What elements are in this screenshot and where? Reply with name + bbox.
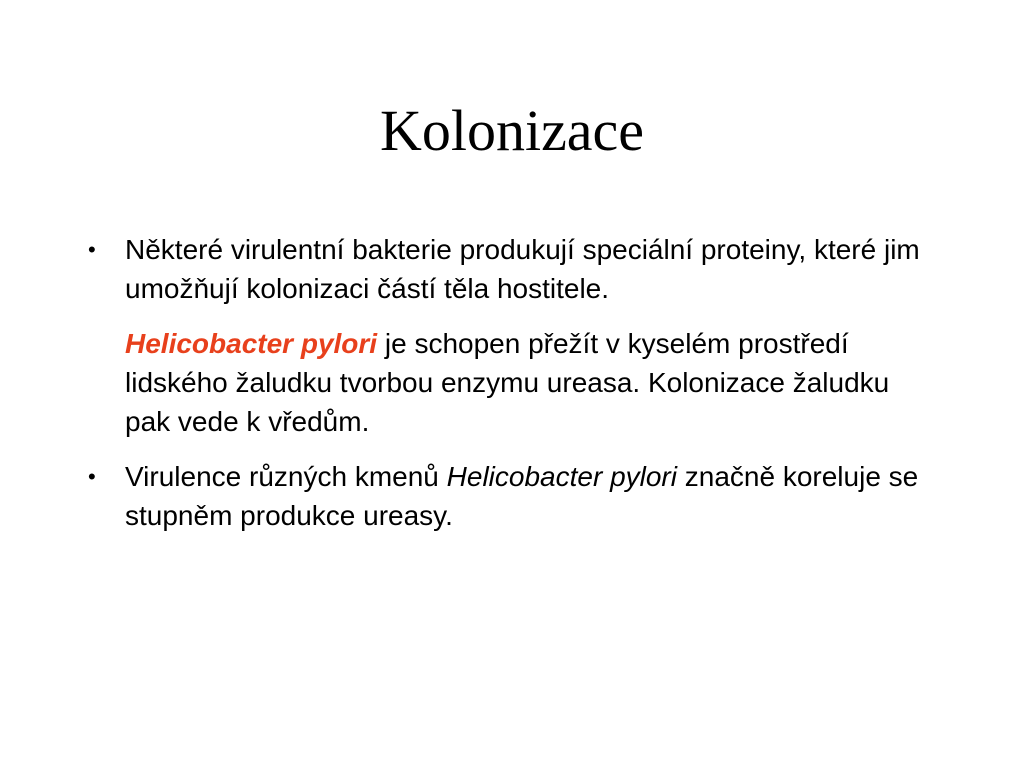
paragraph-1-text: Některé virulentní bakterie produkují speciální proteiny, které jim umožňují kolonizaci částí těla hostitele. <box>125 234 920 304</box>
bullet-paragraph-1 <box>88 230 925 308</box>
paragraph-2-text: je schopen přežít v kyselém prostředí lidského žaludku tvorbou enzymu ureasa. Kolonizace žaludku pak vede k vředům. <box>125 328 890 437</box>
bullet-icon: • <box>88 237 96 262</box>
paragraph-3-text-before: Virulence různých kmenů <box>125 461 447 492</box>
species-name-highlight: Helicobacter pylori <box>125 328 378 359</box>
species-name: Helicobacter pylori <box>446 461 677 492</box>
bullet-icon: • <box>88 464 96 489</box>
slide-body <box>88 230 925 535</box>
slide-title: Kolonizace <box>379 98 645 163</box>
bullet-paragraph-2 <box>88 457 925 535</box>
paragraph-3-text-after: značně koreluje se stupněm produkce ureasy. <box>125 461 919 531</box>
sub-paragraph <box>125 324 925 441</box>
